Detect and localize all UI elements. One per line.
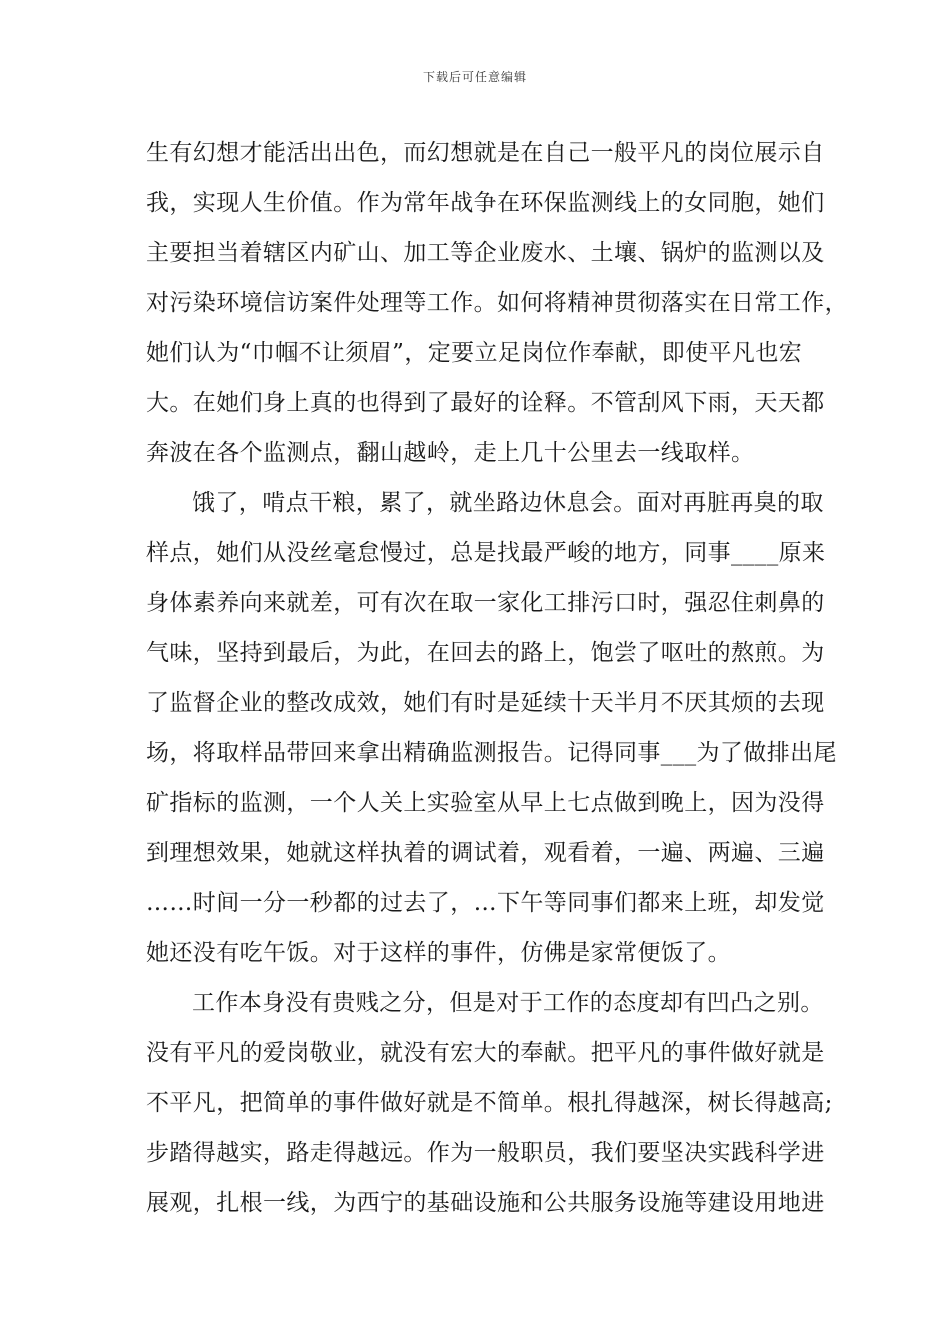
- text-line: 场，将取样品带回来拿出精确监测报告。记得同事___为了做排出尾: [146, 740, 837, 766]
- text-line: 到理想效果，她就这样执着的调试着，观看着，一遍、两遍、三遍: [146, 840, 825, 866]
- paragraph-1: [146, 128, 848, 478]
- text-line: 我，实现人生价值。作为常年战争在环保监测线上的女同胞，她们: [146, 190, 825, 216]
- text-line: 气味，坚持到最后，为此，在回去的路上，饱尝了呕吐的熬煎。为: [146, 640, 825, 666]
- document-body: [146, 128, 848, 1228]
- text-line: 饿了，啃点干粮，累了，就坐路边休息会。面对再脏再臭的取: [192, 490, 824, 516]
- text-line: 身体素养向来就差，可有次在取一家化工排污口时，强忍住刺鼻的: [146, 590, 825, 616]
- text-line: 样点，她们从没丝毫怠慢过，总是找最严峻的地方，同事____原来: [146, 540, 826, 566]
- page-header: 下载后可任意编辑: [422, 70, 527, 84]
- text-line: 工作本身没有贵贱之分，但是对于工作的态度却有凹凸之别。: [192, 990, 824, 1016]
- text-line: 她还没有吃午饭。对于这样的事件，仿佛是家常便饭了。: [146, 940, 731, 966]
- text-line: ……时间一分一秒都的过去了，…下午等同事们都来上班，却发觉: [146, 890, 825, 916]
- text-line: 奔波在各个监测点，翻山越岭，走上几十公里去一线取样。: [146, 440, 755, 466]
- text-line: 主要担当着辖区内矿山、加工等企业废水、土壤、锅炉的监测以及: [146, 240, 825, 266]
- text-line: 展观，扎根一线，为西宁的基础设施和公共服务设施等建设用地进: [146, 1190, 825, 1216]
- text-line: 矿指标的监测，一个人关上实验室从早上七点做到晚上，因为没得: [146, 790, 825, 816]
- text-line: 步踏得越实，路走得越远。作为一般职员，我们要坚决实践科学进: [146, 1140, 825, 1166]
- text-line: 不平凡，把简单的事件做好就是不简单。根扎得越深，树长得越高;: [146, 1090, 833, 1116]
- text-line: 对污染环境信访案件处理等工作。如何将精神贯彻落实在日常工作，: [146, 290, 848, 316]
- paragraph-3: [146, 978, 833, 1228]
- paragraph-2: [146, 478, 837, 978]
- text-line: 大。在她们身上真的也得到了最好的诠释。不管刮风下雨，天天都: [146, 390, 825, 416]
- text-line: 了监督企业的整改成效，她们有时是延续十天半月不厌其烦的去现: [146, 690, 825, 716]
- text-line: 她们认为“巾帼不让须眉”，定要立足岗位作奉献，即使平凡也宏: [146, 340, 803, 366]
- text-line: 生有幻想才能活出出色，而幻想就是在自己一般平凡的岗位展示自: [146, 140, 825, 166]
- text-line: 没有平凡的爱岗敬业，就没有宏大的奉献。把平凡的事件做好就是: [146, 1040, 825, 1066]
